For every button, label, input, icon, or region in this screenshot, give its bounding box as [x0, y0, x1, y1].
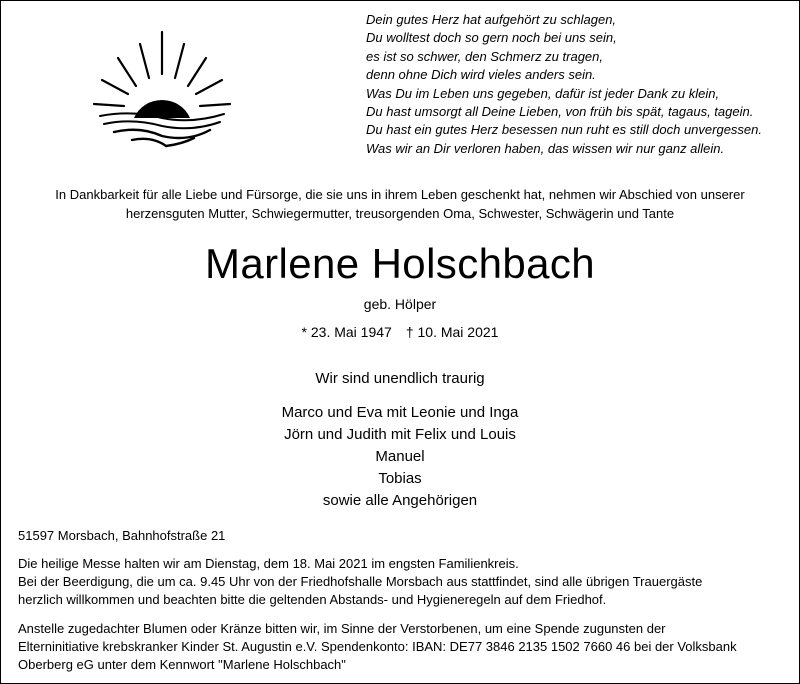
- poem-line: es ist so schwer, den Schmerz zu tragen,: [366, 48, 603, 64]
- sunset-icon: [92, 28, 232, 152]
- service-line: Bei der Beerdigung, die um ca. 9.45 Uhr von der Friedhofshalle Morsbach aus stattfindet, sind alle übrigen Trauergäste: [18, 574, 703, 589]
- donation-line: Elterninitiative krebskranker Kinder St. Augustin e.V. Spendenkonto: IBAN: DE77 3846 2135 1502 7660 46 bei der Volksbank: [18, 639, 737, 654]
- birth-date: * 23. Mai 1947: [301, 324, 392, 340]
- address: 51597 Morsbach, Bahnhofstraße 21: [18, 528, 226, 543]
- poem-line: Du wolltest doch so gern noch bei uns sein,: [366, 30, 617, 46]
- family-list: [0, 402, 800, 512]
- poem: [366, 11, 786, 158]
- intro-line: In Dankbarkeit für alle Liebe und Fürsorge, die sie uns in ihrem Leben geschenkt hat, nehmen wir Abschied von unserer: [55, 187, 745, 202]
- birth-name: geb. Hölper: [363, 296, 437, 312]
- poem-line: Was wir an Dir verloren haben, das wissen wir nur ganz allein.: [366, 140, 725, 156]
- family-line: Jörn und Judith mit Felix und Louis: [284, 426, 516, 443]
- donation-line: Anstelle zugedachter Blumen oder Kränze bitten wir, im Sinne der Verstorbenen, um eine Spende zugunsten der: [18, 621, 666, 636]
- poem-line: Was Du im Leben uns gegeben, dafür ist jeder Dank zu klein,: [366, 85, 720, 101]
- life-dates: [0, 322, 800, 342]
- service-info: [18, 555, 788, 609]
- family-line: Marco und Eva mit Leonie und Inga: [281, 404, 519, 421]
- donation-line: Oberberg eG unter dem Kennwort "Marlene Holschbach": [18, 657, 346, 672]
- death-date: † 10. Mai 2021: [405, 324, 499, 340]
- family-line: Tobias: [378, 470, 422, 487]
- family-line: sowie alle Angehörigen: [322, 492, 478, 509]
- poem-line: denn ohne Dich wird vieles anders sein.: [366, 67, 596, 83]
- family-line: Manuel: [375, 448, 425, 465]
- poem-line: Du hast umsorgt all Deine Lieben, von früh bis spät, tagaus, tagein.: [366, 104, 754, 120]
- mourning-line: Wir sind unendlich traurig: [315, 370, 485, 387]
- poem-line: Du hast ein gutes Herz besessen nun ruht es still doch unvergessen.: [366, 122, 763, 138]
- intro-line: herzensguten Mutter, Schwiegermutter, treusorgenden Oma, Schwester, Schwägerin und Tante: [125, 206, 675, 221]
- intro-text: [0, 185, 800, 223]
- donation-info: [18, 620, 788, 674]
- service-line: Die heilige Messe halten wir am Dienstag, dem 18. Mai 2021 im engsten Familienkreis.: [18, 556, 519, 571]
- deceased-name: Marlene Holschbach: [204, 240, 596, 287]
- poem-line: Dein gutes Herz hat aufgehört zu schlagen,: [366, 12, 617, 27]
- service-line: herzlich willkommen und beachten bitte die geltenden Abstands- und Hygieneregeln auf dem Friedhof.: [18, 592, 607, 607]
